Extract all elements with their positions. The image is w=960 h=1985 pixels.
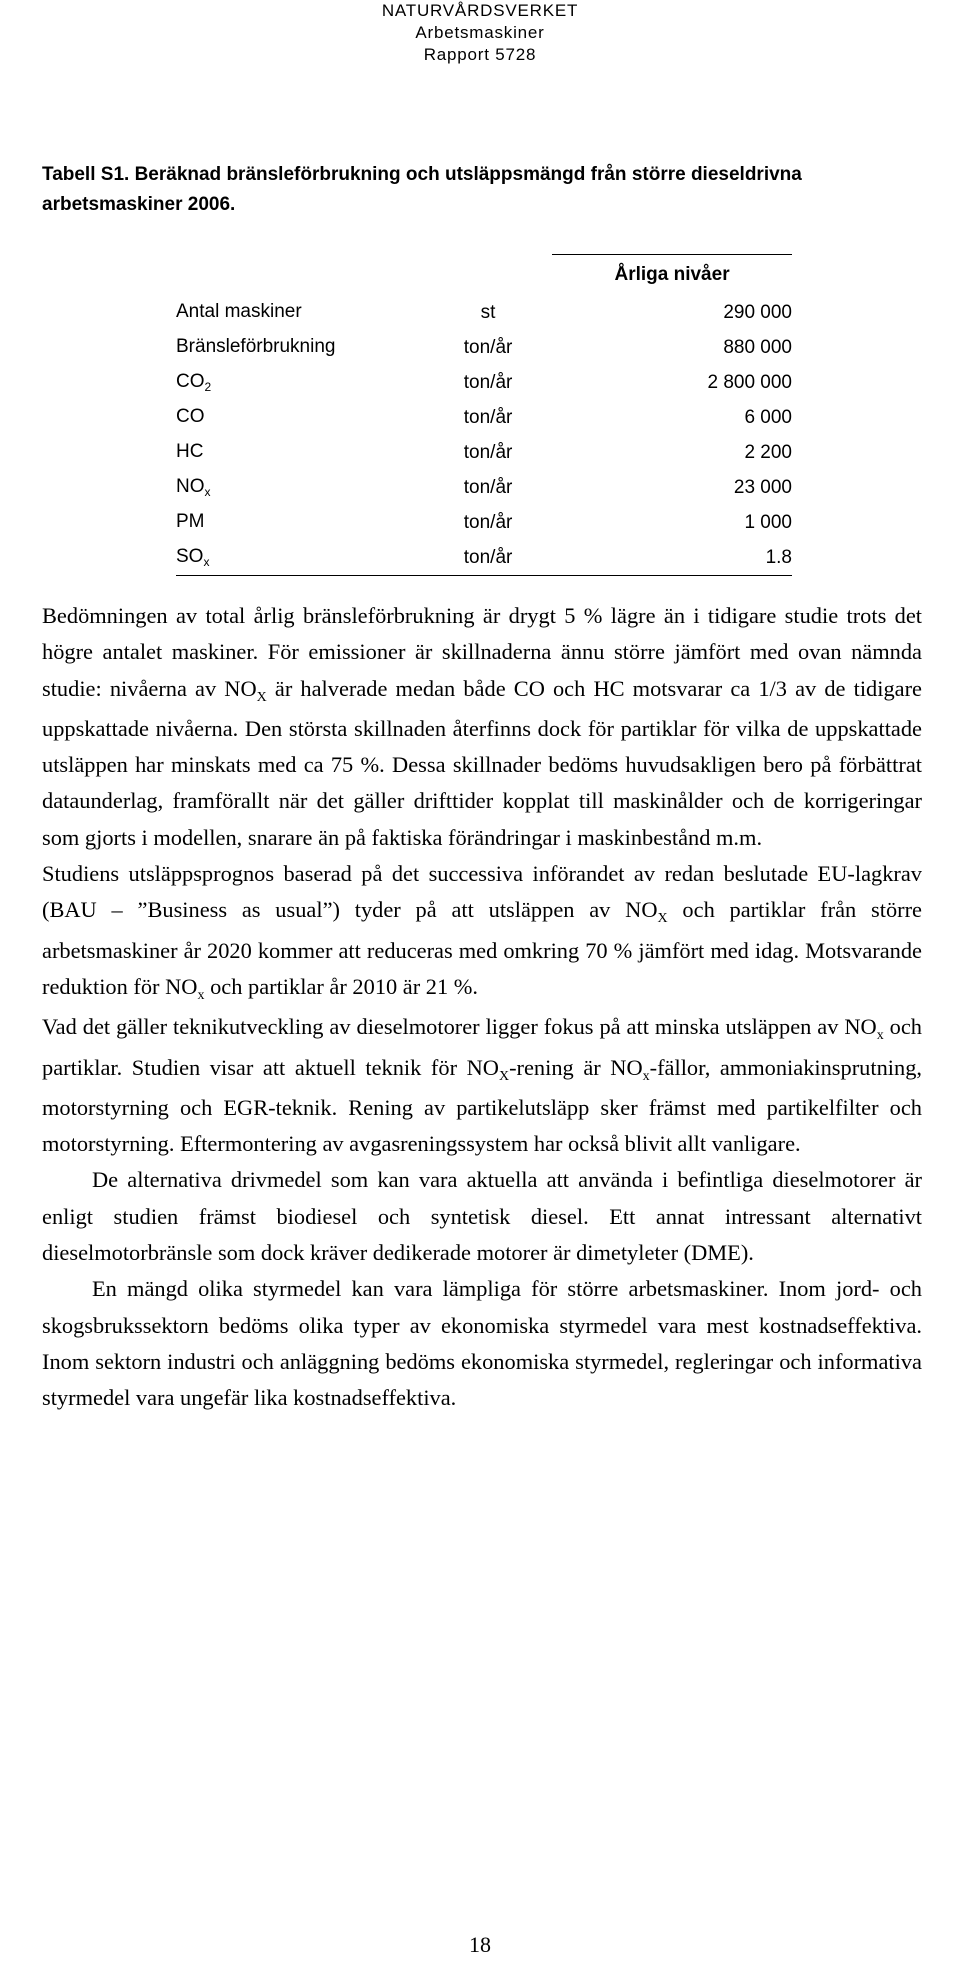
header-org: NATURVÅRDSVERKET <box>381 1 579 20</box>
row-unit: ton/år <box>463 337 513 358</box>
paragraph: En mängd olika styrmedel kan vara lämpliga för större arbetsmaskiner. Inom jord- och skogsbrukssektorn bedöms olika typer av ekonomiska styrmedel vara mest kostnadseffektiva. Inom sektorn industri och anläggning bedöms ekonomiska styrmedel, regleringar och informativa styrmedel vara ungefär lika kostnadseffektiva. <box>42 1276 922 1411</box>
row-unit: ton/år <box>463 477 513 498</box>
row-value: 23 000 <box>733 477 792 498</box>
paragraph: De alternativa drivmedel som kan vara aktuella att använda i befintliga dieselmotorer är enligt studien främst biodiesel och syntetisk diesel. Ett annat intressant alternativt dieselmotorbränsle som dock kräver dedikerade motorer är dimetyleter (DME). <box>42 1167 922 1266</box>
table-row <box>176 540 792 576</box>
body-text <box>42 598 922 1417</box>
emissions-table <box>176 254 792 576</box>
paragraph: Bedömningen av total årlig bränsleförbrukning är drygt 5 % lägre än i tidigare studie trots det högre antalet maskiner. För emissioner är skillnaderna ännu större jämfört med ovan nämnda studie: nivåerna av $NO_X$ är halverade medan både CO och HC motsvarar ca 1/3 av de tidigare uppskattade nivåerna. Den största skillnaden återfinns dock för partiklar för vilka de uppskattade utsläppen har minskats med ca 75 %. Dessa skillnader bedöms huvudsakligen bero på förbättrat dataunderlag, framförallt när det gäller drifttider kopplat till maskinålder och de korrigeringar som gjorts i modellen, snarare än på faktiska förändringar i maskinbestånd m.m. <box>42 603 922 850</box>
header-report: Rapport 5728 <box>423 45 537 64</box>
table-row <box>176 295 792 330</box>
paragraph: Vad det gäller teknikutveckling av dieselmotorer ligger fokus på att minska utsläppen av $NO_x$ och partiklar. Studien visar att aktuell teknik för $NO_X$-rening är $NO_x$-fällor, ammoniakinsprutning, motorstyrning och EGR-teknik. Rening av partikelutsläpp sker främst med partikelfilter och motorstyrning. Eftermontering av avgasreningssystem har också blivit allt vanligare. <box>42 1014 923 1157</box>
column-header-levels: Årliga nivåer <box>552 255 792 296</box>
row-value: 6 000 <box>744 407 792 428</box>
page-number: 18 <box>469 1932 491 1957</box>
row-value: 2 800 000 <box>707 372 792 393</box>
table-row <box>176 505 792 540</box>
row-unit: ton/år <box>463 407 513 428</box>
row-value: 290 000 <box>723 302 792 323</box>
row-label: $SO_x$ <box>176 540 424 576</box>
row-value: 2 200 <box>744 442 792 463</box>
row-label: Antal maskiner <box>176 301 302 322</box>
row-unit: st <box>480 302 496 323</box>
row-value: 880 000 <box>723 337 792 358</box>
paragraph: Studiens utsläppsprognos baserad på det successiva införandet av redan beslutade EU-lagkrav (BAU – ”Business as usual”) tyder på att utsläppen av $NO_X$ och partiklar från större arbetsmaskiner år 2020 kommer att reduceras med omkring 70 % jämfört med idag. Motsvarande reduktion för $NO_x$ och partiklar år 2010 är 21 %. <box>42 861 923 1003</box>
row-unit: ton/år <box>463 372 513 393</box>
row-label: CO <box>176 406 205 427</box>
row-label: $CO_2$ <box>176 371 212 394</box>
row-label: Bränsleförbrukning <box>176 336 336 357</box>
table-row <box>176 470 792 505</box>
table-row <box>176 330 792 365</box>
table-row <box>176 435 792 470</box>
row-unit: ton/år <box>463 442 513 463</box>
row-unit: ton/år <box>424 540 552 576</box>
table-caption: Tabell S1. Beräknad bränsleförbrukning och utsläppsmängd från större dieseldrivna arbetsmaskiner 2006. <box>42 164 802 215</box>
row-label: HC <box>176 441 204 462</box>
table-row <box>176 365 792 400</box>
table-row <box>176 400 792 435</box>
row-label: PM <box>176 511 205 532</box>
page-header <box>0 0 960 66</box>
row-unit: ton/år <box>463 512 513 533</box>
table-header-row <box>176 255 792 296</box>
row-value: 1 000 <box>744 512 792 533</box>
header-title: Arbetsmaskiner <box>415 23 545 42</box>
row-value: 1.8 <box>552 540 792 576</box>
row-label: $NO_x$ <box>176 476 211 499</box>
